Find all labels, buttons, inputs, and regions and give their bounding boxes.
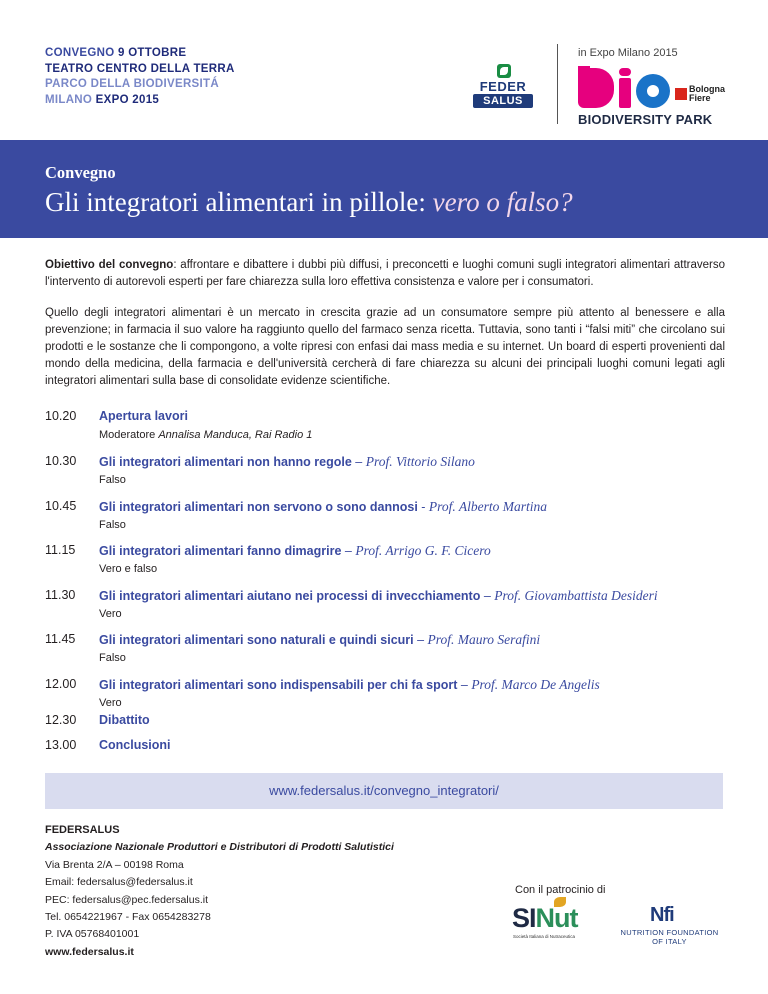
bio-logo-dot bbox=[619, 68, 631, 76]
org-full-name: Associazione Nazionale Produttori e Distributori di Prodotti Salutistici bbox=[45, 841, 394, 854]
bio-logo-b bbox=[578, 68, 614, 108]
federsalus-logo-top: FEDER bbox=[479, 79, 527, 94]
agenda-time: 11.45 bbox=[45, 632, 76, 646]
org-vat: P. IVA 05768401001 bbox=[45, 928, 140, 941]
agenda-verdict: Falso bbox=[99, 519, 126, 531]
agenda-speaker: Prof. Alberto Martina bbox=[428, 499, 548, 514]
agenda-speaker: Prof. Arrigo G. F. Cicero bbox=[355, 543, 491, 558]
sinut-logo bbox=[512, 903, 602, 943]
biodiversity-park-label: BIODIVERSITY PARK bbox=[578, 112, 713, 127]
agenda-verdict: Vero bbox=[99, 608, 122, 620]
banner-kicker: Convegno bbox=[45, 163, 116, 182]
agenda-title: Apertura lavori bbox=[99, 409, 188, 423]
org-email[interactable]: Email: federsalus@federsalus.it bbox=[45, 876, 193, 889]
sinut-wordmark: SINut bbox=[512, 903, 578, 933]
title-emphasis: vero o falso? bbox=[432, 187, 573, 217]
event-line-venue: TEATRO CENTRO DELLA TERRA bbox=[45, 62, 235, 75]
page-title: Gli integratori alimentari in pillole: vero o falso? bbox=[45, 187, 573, 217]
agenda-time: 11.30 bbox=[45, 588, 76, 602]
leaf-icon bbox=[497, 64, 511, 78]
nfi-line-2: OF ITALY bbox=[652, 937, 687, 946]
agenda-speaker: Prof. Vittorio Silano bbox=[365, 454, 475, 469]
agenda-moderator: Moderatore Annalisa Manduca, Rai Radio 1 bbox=[99, 429, 313, 441]
agenda-title: Gli integratori alimentari sono naturali e quindi sicuri – Prof. Mauro Serafini bbox=[99, 632, 541, 647]
expo-label: in Expo Milano 2015 bbox=[578, 47, 678, 59]
agenda-time: 10.20 bbox=[45, 409, 77, 423]
agenda-verdict: Falso bbox=[99, 474, 126, 486]
patronage-label: Con il patrocinio di bbox=[515, 884, 606, 896]
agenda-verdict: Vero bbox=[99, 697, 122, 709]
org-phone: Tel. 0654221967 - Fax 0654283278 bbox=[45, 911, 211, 924]
event-line-park: PARCO DELLA BIODIVERSITÁ bbox=[45, 78, 219, 90]
footer-contacts bbox=[45, 822, 394, 961]
agenda-time: 12.00 bbox=[45, 677, 77, 691]
event-url-link[interactable]: www.federsalus.it/convegno_integratori/ bbox=[269, 783, 499, 798]
org-pec[interactable]: PEC: federsalus@pec.federsalus.it bbox=[45, 893, 208, 906]
agenda-title: Gli integratori alimentari non servono o sono dannosi - Prof. Alberto Martina bbox=[99, 499, 548, 514]
federsalus-logo bbox=[470, 64, 536, 110]
agenda-time: 13.00 bbox=[45, 738, 77, 752]
agenda-verdict: Vero e falso bbox=[99, 563, 158, 575]
agenda-title: Gli integratori alimentari fanno dimagrire – Prof. Arrigo G. F. Cicero bbox=[99, 543, 491, 558]
agenda-speaker: Prof. Giovambattista Desideri bbox=[494, 588, 658, 603]
agenda-time: 10.30 bbox=[45, 454, 77, 468]
agenda-title: Conclusioni bbox=[99, 738, 171, 752]
agenda-title: Gli integratori alimentari sono indispensabili per chi fa sport – Prof. Marco De Angelis bbox=[99, 677, 600, 692]
org-name: FEDERSALUS bbox=[45, 824, 120, 836]
url-band bbox=[45, 773, 723, 809]
nfi-wordmark: Nfi bbox=[650, 904, 674, 926]
nfi-line-1: NUTRITION FOUNDATION bbox=[620, 928, 719, 937]
agenda-time: 11.15 bbox=[45, 543, 76, 557]
bolognafiere-mark-icon bbox=[675, 88, 687, 100]
org-address: Via Brenta 2/A – 00198 Roma bbox=[45, 858, 184, 871]
agenda-title: Dibattito bbox=[99, 713, 150, 727]
agenda-speaker: Prof. Mauro Serafini bbox=[427, 632, 541, 647]
agenda-speaker: Prof. Marco De Angelis bbox=[471, 677, 600, 692]
agenda-title: Gli integratori alimentari non hanno regole – Prof. Vittorio Silano bbox=[99, 454, 475, 469]
agenda-verdict: Falso bbox=[99, 652, 126, 664]
title-banner bbox=[0, 140, 768, 238]
bio-logo-i bbox=[619, 78, 631, 108]
sinut-subtitle: Società Italiana di Nutraceutica bbox=[513, 934, 576, 939]
description-paragraph: Quello degli integratori alimentari è un mercato in crescita grazie ad un consumatore sempre più attento al benessere e alla prevenzione; in farmacia il suo valore ha raggiunto quello del farmaco senza ricetta. Tuttavia, sono tanti i “falsi miti” che circolano sui prodotti e le sostanze che li compongono, a volte ripresi con enfasi dai mass media e su internet. Un board di esperti provenienti dal mondo della medicina, della farmacia e dell'università cercherà di fare chiarezza su alcuni dei principali luoghi comuni legati agli integratori alimentari sulla base di consolidate evidenze scientifiche. bbox=[45, 307, 725, 387]
agenda-title: Gli integratori alimentari aiutano nei processi di invecchiamento – Prof. Giovambattista Desideri bbox=[99, 588, 658, 603]
event-info bbox=[45, 46, 235, 108]
header-divider bbox=[557, 44, 558, 124]
event-line-date: CONVEGNO 9 OTTOBRE bbox=[45, 47, 187, 59]
federsalus-logo-bottom: SALUS bbox=[473, 94, 533, 108]
objective-paragraph: Obiettivo del convegno: affrontare e dibattere i dubbi più diffusi, i preconcetti e luoghi comuni sugli integratori alimentari attraverso l'intervento di autorevoli esperti per fare chiarezza sulla loro effettiva consistenza e valore per i consumatori. bbox=[45, 259, 725, 288]
org-website-link[interactable]: www.federsalus.it bbox=[45, 945, 134, 958]
bio-logo-o bbox=[636, 74, 670, 108]
nfi-logo bbox=[612, 905, 727, 947]
bio-logo bbox=[578, 68, 728, 114]
event-line-expo: MILANO EXPO 2015 bbox=[45, 93, 160, 106]
bolognafiere-logo: Bologna Fiere bbox=[689, 84, 725, 103]
agenda-time: 10.45 bbox=[45, 499, 77, 513]
agenda-time: 12.30 bbox=[45, 713, 77, 727]
